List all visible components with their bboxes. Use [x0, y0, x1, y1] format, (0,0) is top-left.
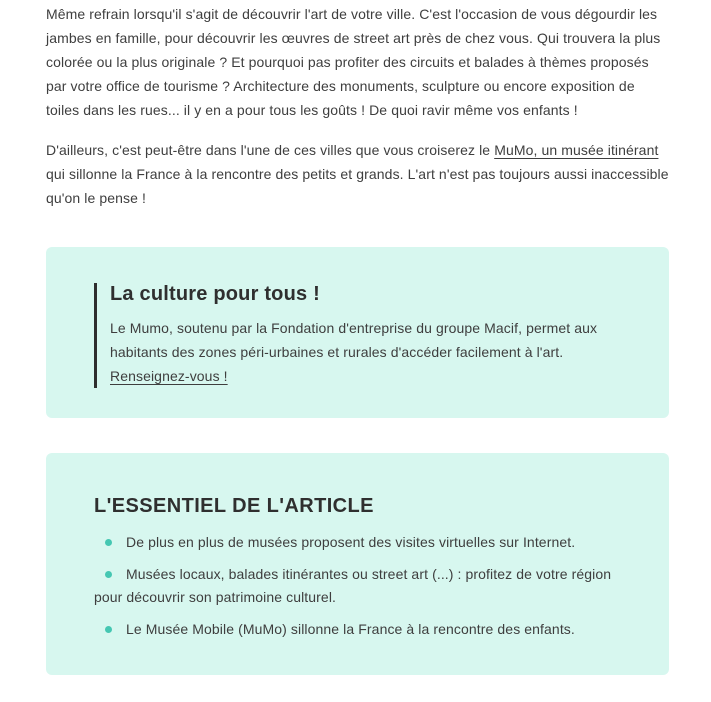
essentials-list [94, 531, 617, 641]
bullet-icon [105, 539, 112, 546]
paragraph-text: D'ailleurs, c'est peut-être dans l'une de ces villes que vous croiserez le [46, 142, 495, 158]
essentials-list-item [94, 531, 617, 554]
essentials-list-item [94, 618, 617, 641]
essentials-title: L'ESSENTIEL DE L'ARTICLE [94, 495, 374, 517]
essentials-item-text: De plus en plus de musées proposent des visites virtuelles sur Internet. [126, 534, 576, 550]
bullet-icon [105, 571, 112, 578]
paragraph-text: qui sillonne la France à la rencontre des petits et grands. L'art n'est pas toujours aussi inaccessible qu'on le pense ! [46, 166, 669, 206]
article-paragraph-2 [46, 138, 669, 210]
callout-blockquote [94, 283, 609, 388]
callout-body [110, 316, 609, 388]
renseignez-vous-link[interactable]: Renseignez-vous ! [110, 368, 228, 384]
essentials-list-item [94, 563, 617, 609]
bullet-icon [105, 626, 112, 633]
article-paragraph-1: Même refrain lorsqu'il s'agit de découvrir l'art de votre ville. C'est l'occasion de vous dégourdir les jambes en famille, pour découvrir les œuvres de street art près de chez vous. Qui trouvera la plus colorée ou la plus originale ? Et pourquoi pas profiter des circuits et balades à thèmes proposés par votre office de tourisme ? Architecture des monuments, sculpture ou encore exposition de toiles dans les rues... il y en a pour tous les goûts ! De quoi ravir même vos enfants ! [46, 6, 661, 118]
callout-title: La culture pour tous ! [110, 283, 320, 305]
essentials-box [46, 453, 669, 675]
essentials-item-text: Musées locaux, balades itinérantes ou street art (...) : profitez de votre région pour découvrir son patrimoine culturel. [94, 566, 612, 605]
mumo-museum-link[interactable]: MuMo, un musée itinérant [494, 142, 659, 158]
culture-callout-box [46, 247, 669, 418]
essentials-item-text: Le Musée Mobile (MuMo) sillonne la France à la rencontre des enfants. [126, 621, 575, 637]
callout-text: Le Mumo, soutenu par la Fondation d'entreprise du groupe Macif, permet aux habitants des zones péri-urbaines et rurales d'accéder facilement à l'art. [110, 320, 598, 360]
